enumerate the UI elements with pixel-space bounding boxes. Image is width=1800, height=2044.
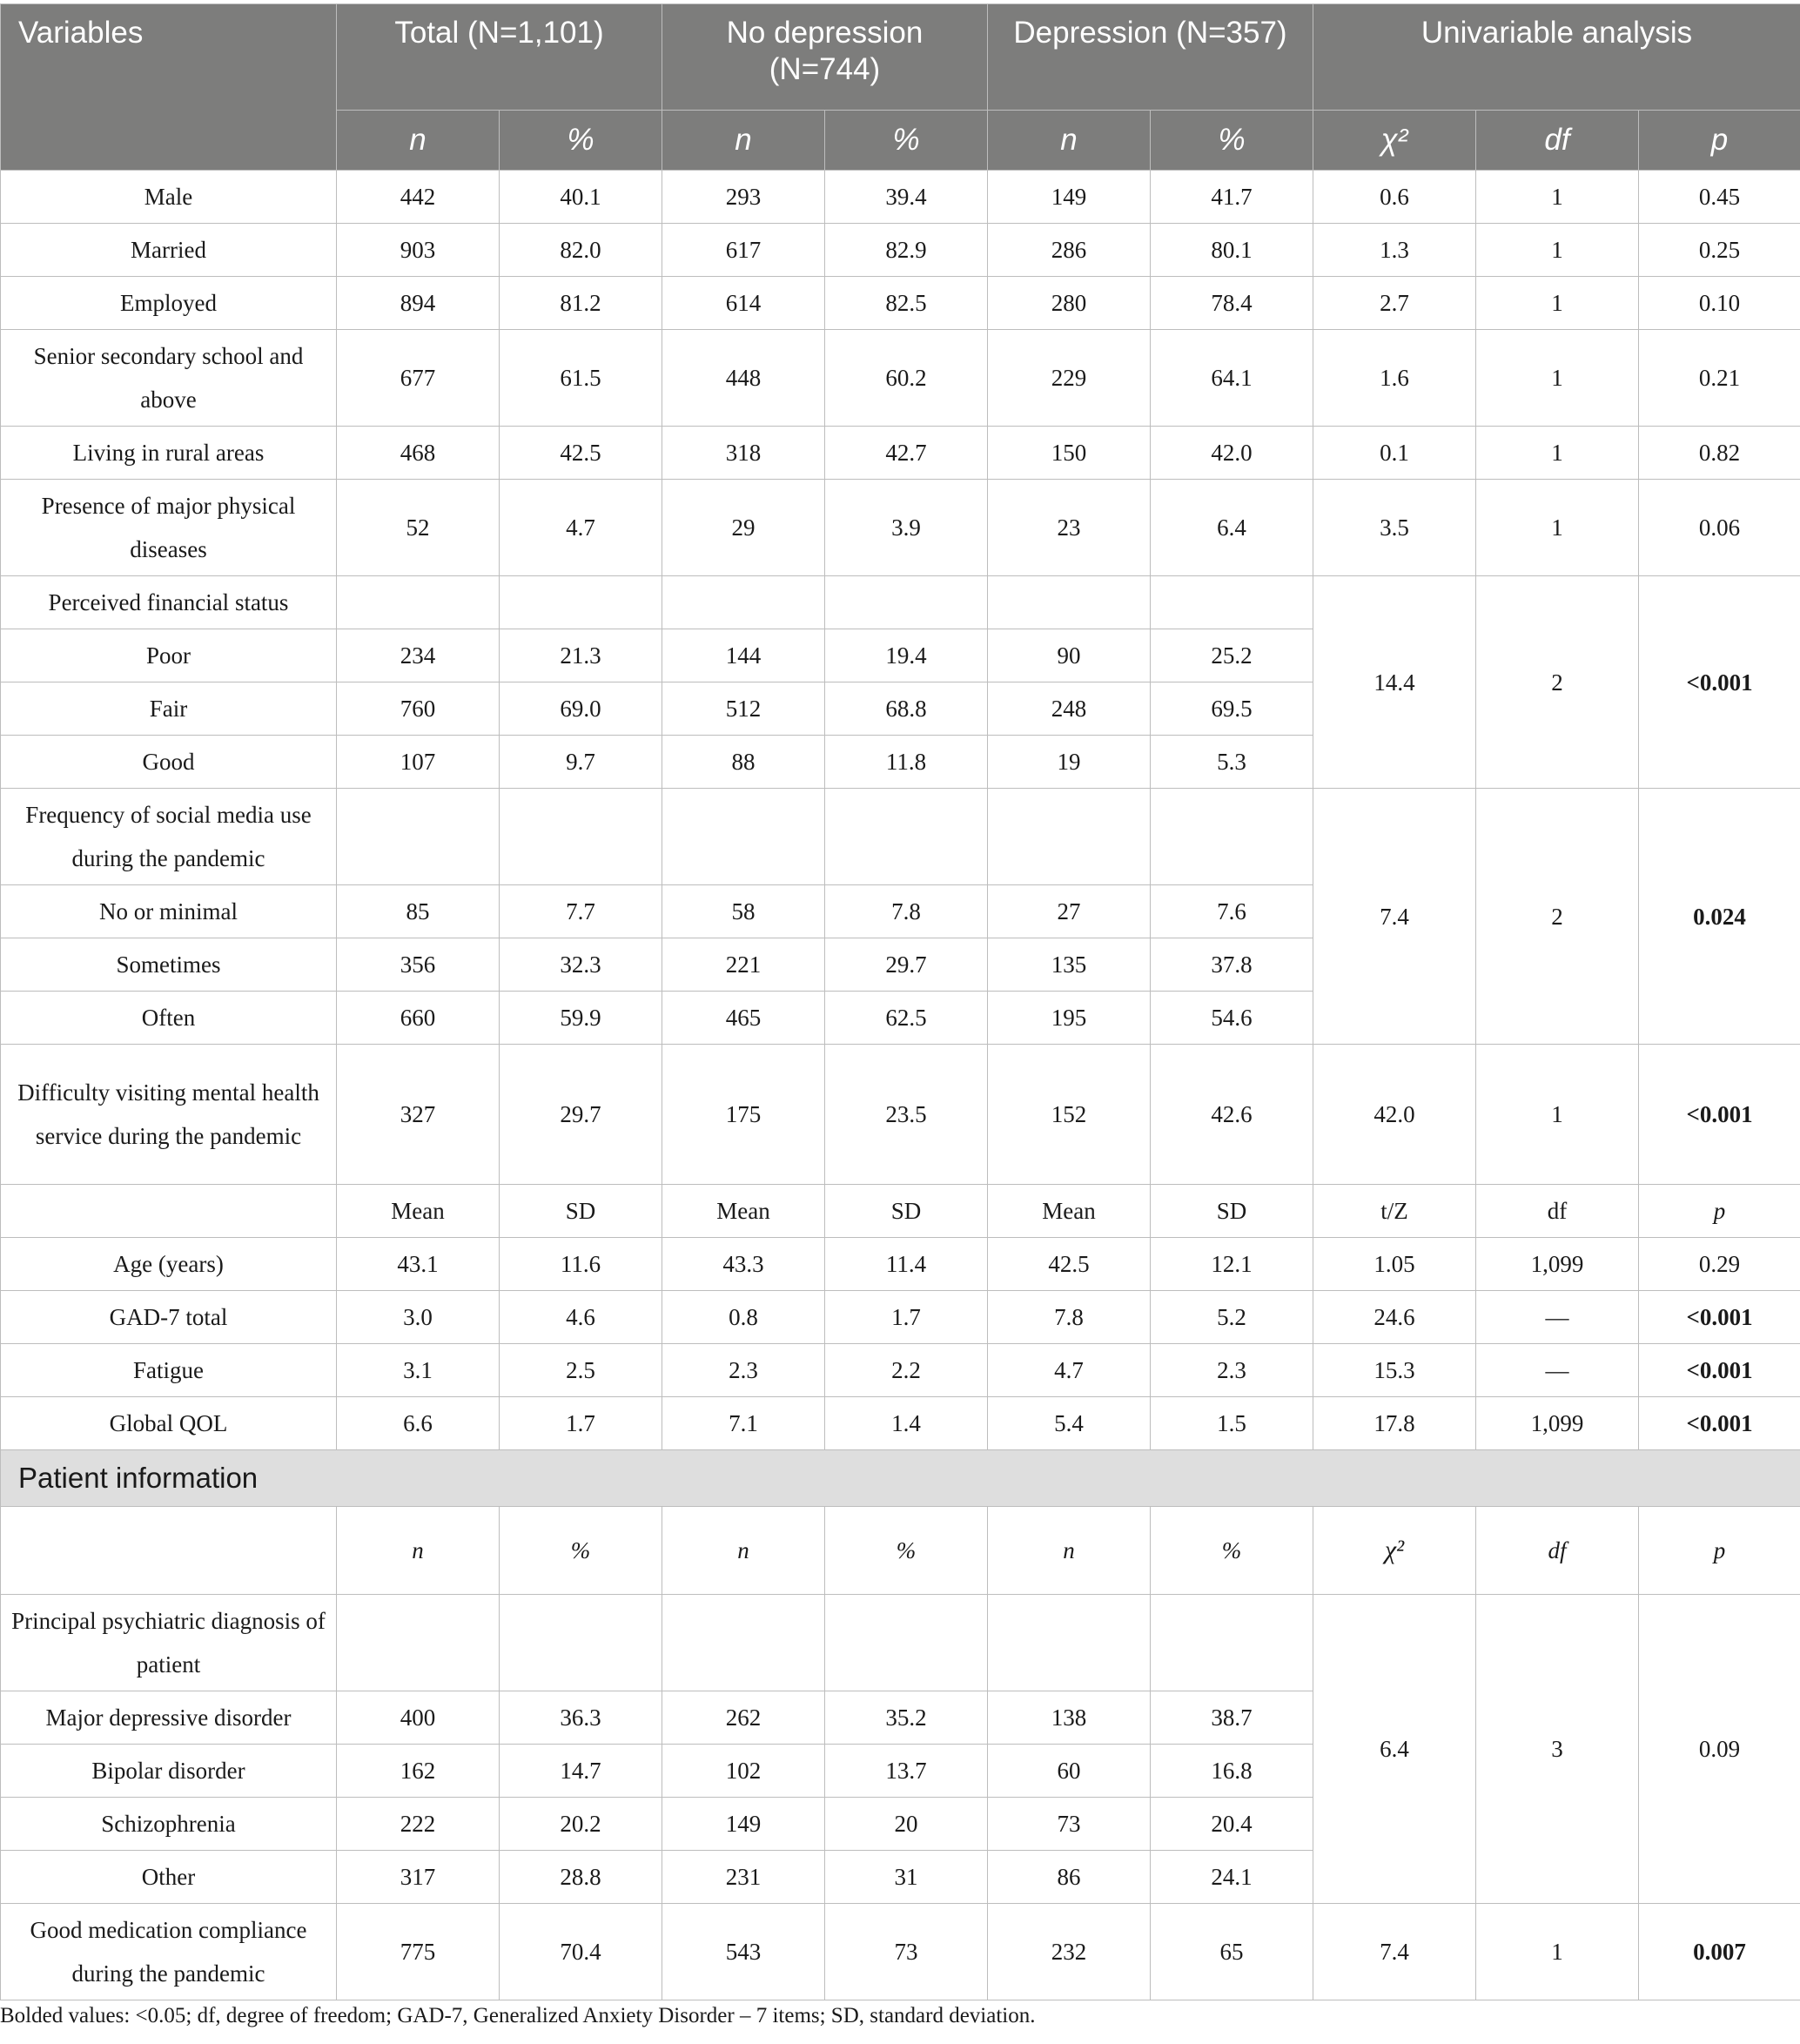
n-header: n [988,1507,1151,1595]
cell-value: 82.5 [825,277,988,330]
group-label: Frequency of social media use during the pandemic [1,789,337,885]
cell-value: 195 [988,992,1151,1045]
cell-value: 73 [825,1904,988,2000]
row-label: Male [1,171,337,224]
cell-value: 5.2 [1151,1291,1313,1344]
header-pct: % [825,111,988,171]
row-label: Employed [1,277,337,330]
cell-value: 37.8 [1151,938,1313,992]
cell-value: 11.4 [825,1238,988,1291]
cell-stat: 1.05 [1313,1238,1476,1291]
group-header-row [1,789,1800,885]
cell-value: 149 [988,171,1151,224]
cell-value: 16.8 [1151,1745,1313,1798]
group-label: Principal psychiatric diagnosis of patient [1,1595,337,1691]
cell-value: 7.8 [825,885,988,938]
sd-header: SD [1151,1185,1313,1238]
row-label: Age (years) [1,1238,337,1291]
cell-value: 0.8 [662,1291,825,1344]
cell-chi: 14.4 [1313,576,1476,789]
cell-value: 85 [337,885,500,938]
cell-value: 73 [988,1798,1151,1851]
sd-header: SD [825,1185,988,1238]
cell-value: 775 [337,1904,500,2000]
cell-value: 52 [337,480,500,576]
table-row [1,1344,1800,1397]
cell-value: 29.7 [825,938,988,992]
cell-df: 1,099 [1476,1397,1639,1450]
cell-df: — [1476,1291,1639,1344]
empty-cell [662,1595,825,1691]
cell-p: 0.007 [1639,1904,1800,2000]
cell-value: 28.8 [500,1851,662,1904]
empty-cell [1,1507,337,1595]
cell-value: 42.7 [825,427,988,480]
sub-row-label: Fair [1,682,337,736]
table-row [1,277,1800,330]
cell-value: 138 [988,1691,1151,1745]
header-n: n [988,111,1151,171]
cell-value: 152 [988,1045,1151,1185]
cell-value: 12.1 [1151,1238,1313,1291]
sub-row-label: Good [1,736,337,789]
cell-value: 13.7 [825,1745,988,1798]
cell-value: 234 [337,629,500,682]
cell-value: 60.2 [825,330,988,427]
cell-value: 6.4 [1151,480,1313,576]
cell-value: 229 [988,330,1151,427]
empty-cell [1151,789,1313,885]
cell-value: 107 [337,736,500,789]
n-header: n [662,1507,825,1595]
cell-value: 3.0 [337,1291,500,1344]
row-label: Good medication compliance during the pandemic [1,1904,337,2000]
empty-cell [825,789,988,885]
cell-value: 86 [988,1851,1151,1904]
cell-chi: 1.3 [1313,224,1476,277]
cell-value: 7.1 [662,1397,825,1450]
cell-value: 11.6 [500,1238,662,1291]
empty-cell [1,1185,337,1238]
cell-p: <0.001 [1639,1344,1800,1397]
cell-value: 5.3 [1151,736,1313,789]
cell-value: 543 [662,1904,825,2000]
cell-value: 2.3 [662,1344,825,1397]
cell-value: 327 [337,1045,500,1185]
sub-row-label: No or minimal [1,885,337,938]
cell-value: 69.5 [1151,682,1313,736]
cell-df: 1 [1476,224,1639,277]
mean-header: Mean [988,1185,1151,1238]
table-row [1,330,1800,427]
cell-value: 23 [988,480,1151,576]
cell-value: 144 [662,629,825,682]
cell-stat: 24.6 [1313,1291,1476,1344]
cell-value: 280 [988,277,1151,330]
cell-df: 1 [1476,1904,1639,2000]
sub-row-label: Bipolar disorder [1,1745,337,1798]
cell-df: 1 [1476,480,1639,576]
cell-p: 0.29 [1639,1238,1800,1291]
cell-df: 1 [1476,171,1639,224]
empty-cell [988,576,1151,629]
cell-value: 42.5 [988,1238,1151,1291]
cell-stat: 17.8 [1313,1397,1476,1450]
sub-row-label: Often [1,992,337,1045]
table-body [1,171,1800,2000]
cell-value: 162 [337,1745,500,1798]
table-row [1,1904,1800,2000]
sd-header: SD [500,1185,662,1238]
cell-chi: 42.0 [1313,1045,1476,1185]
cell-p: <0.001 [1639,576,1800,789]
cell-value: 318 [662,427,825,480]
cell-value: 903 [337,224,500,277]
cell-value: 1.5 [1151,1397,1313,1450]
cell-value: 20.2 [500,1798,662,1851]
df-header: df [1476,1185,1639,1238]
header-no-depression: No depression (N=744) [662,4,988,111]
cell-value: 11.8 [825,736,988,789]
cell-value: 1.7 [500,1397,662,1450]
row-label: GAD-7 total [1,1291,337,1344]
cell-value: 293 [662,171,825,224]
cell-chi: 7.4 [1313,789,1476,1045]
cell-value: 7.7 [500,885,662,938]
cell-value: 2.2 [825,1344,988,1397]
cell-value: 400 [337,1691,500,1745]
empty-cell [500,1595,662,1691]
cell-value: 222 [337,1798,500,1851]
empty-cell [825,1595,988,1691]
cell-value: 232 [988,1904,1151,2000]
sub-row-label: Schizophrenia [1,1798,337,1851]
cell-value: 80.1 [1151,224,1313,277]
cell-value: 677 [337,330,500,427]
cell-value: 9.7 [500,736,662,789]
section-title: Patient information [1,1450,1800,1507]
cell-df: 1 [1476,427,1639,480]
cell-value: 59.9 [500,992,662,1045]
table-row [1,1291,1800,1344]
cell-value: 4.7 [988,1344,1151,1397]
cell-value: 88 [662,736,825,789]
cell-chi: 0.6 [1313,171,1476,224]
cell-chi: 2.7 [1313,277,1476,330]
cell-value: 4.7 [500,480,662,576]
cell-p: 0.024 [1639,789,1800,1045]
cell-value: 41.7 [1151,171,1313,224]
cell-value: 29 [662,480,825,576]
cell-value: 3.1 [337,1344,500,1397]
cell-value: 7.6 [1151,885,1313,938]
empty-cell [500,576,662,629]
cell-value: 150 [988,427,1151,480]
cell-value: 19 [988,736,1151,789]
header-n: n [337,111,500,171]
cell-value: 29.7 [500,1045,662,1185]
group-header-row [1,1595,1800,1691]
cell-df: 1,099 [1476,1238,1639,1291]
cell-value: 40.1 [500,171,662,224]
empty-cell [662,576,825,629]
row-label: Married [1,224,337,277]
cell-value: 68.8 [825,682,988,736]
empty-cell [1151,576,1313,629]
group-header-row [1,576,1800,629]
table-row [1,224,1800,277]
cell-value: 6.6 [337,1397,500,1450]
cell-value: 1.7 [825,1291,988,1344]
cell-value: 42.6 [1151,1045,1313,1185]
sub-row-label: Other [1,1851,337,1904]
cell-value: 4.6 [500,1291,662,1344]
cell-value: 248 [988,682,1151,736]
empty-cell [1151,1595,1313,1691]
cell-value: 102 [662,1745,825,1798]
cell-value: 42.0 [1151,427,1313,480]
cell-value: 317 [337,1851,500,1904]
cell-df: 1 [1476,1045,1639,1185]
cell-p: 0.10 [1639,277,1800,330]
cell-value: 468 [337,427,500,480]
table-row [1,171,1800,224]
header-total: Total (N=1,101) [337,4,662,111]
cell-value: 39.4 [825,171,988,224]
cell-value: 442 [337,171,500,224]
cell-value: 62.5 [825,992,988,1045]
cell-value: 58 [662,885,825,938]
section-row [1,1450,1800,1507]
row-label: Global QOL [1,1397,337,1450]
header-chi2: χ² [1313,111,1476,171]
cell-value: 3.9 [825,480,988,576]
cell-chi: 7.4 [1313,1904,1476,2000]
cell-value: 90 [988,629,1151,682]
cell-value: 7.8 [988,1291,1151,1344]
cell-p: <0.001 [1639,1045,1800,1185]
cell-value: 65 [1151,1904,1313,2000]
row-label: Difficulty visiting mental health service during the pandemic [1,1045,337,1185]
df-header: df [1476,1507,1639,1595]
pct-header: % [825,1507,988,1595]
cell-value: 14.7 [500,1745,662,1798]
pct-header: % [500,1507,662,1595]
group-label: Perceived financial status [1,576,337,629]
cell-value: 25.2 [1151,629,1313,682]
empty-cell [337,789,500,885]
cell-df: 1 [1476,330,1639,427]
cell-chi: 0.1 [1313,427,1476,480]
cell-value: 221 [662,938,825,992]
empty-cell [337,1595,500,1691]
n-header: n [337,1507,500,1595]
cell-value: 70.4 [500,1904,662,2000]
patient-header-row [1,1507,1800,1595]
cell-p: 0.06 [1639,480,1800,576]
cell-value: 617 [662,224,825,277]
empty-cell [500,789,662,885]
cell-value: 60 [988,1745,1151,1798]
cell-value: 149 [662,1798,825,1851]
empty-cell [988,1595,1151,1691]
cell-value: 19.4 [825,629,988,682]
header-p: p [1639,111,1800,171]
cell-chi: 6.4 [1313,1595,1476,1904]
header-pct: % [1151,111,1313,171]
continuous-header-row [1,1185,1800,1238]
empty-cell [988,789,1151,885]
cell-value: 27 [988,885,1151,938]
cell-p: 0.45 [1639,171,1800,224]
cell-value: 135 [988,938,1151,992]
cell-value: 82.9 [825,224,988,277]
footnote: Bolded values: <0.05; df, degree of freedom; GAD-7, Generalized Anxiety Disorder – 7 items; SD, standard deviation. [0,2004,1036,2027]
mean-header: Mean [337,1185,500,1238]
cell-value: 43.3 [662,1238,825,1291]
header-pct: % [500,111,662,171]
mean-header: Mean [662,1185,825,1238]
p-header: p [1639,1185,1800,1238]
cell-chi: 1.6 [1313,330,1476,427]
sub-row-label: Sometimes [1,938,337,992]
header-depression: Depression (N=357) [988,4,1313,111]
cell-value: 32.3 [500,938,662,992]
cell-value: 262 [662,1691,825,1745]
tz-header: t/Z [1313,1185,1476,1238]
results-table [0,3,1800,2000]
cell-value: 175 [662,1045,825,1185]
cell-df: 2 [1476,789,1639,1045]
cell-p: <0.001 [1639,1291,1800,1344]
cell-df: 1 [1476,277,1639,330]
cell-value: 760 [337,682,500,736]
cell-value: 38.7 [1151,1691,1313,1745]
table-row [1,1238,1800,1291]
cell-value: 69.0 [500,682,662,736]
cell-value: 36.3 [500,1691,662,1745]
cell-value: 64.1 [1151,330,1313,427]
table-row [1,480,1800,576]
cell-p: 0.21 [1639,330,1800,427]
cell-df: 3 [1476,1595,1639,1904]
table-row [1,1397,1800,1450]
cell-value: 20 [825,1798,988,1851]
cell-value: 448 [662,330,825,427]
cell-value: 465 [662,992,825,1045]
empty-cell [662,789,825,885]
cell-value: 5.4 [988,1397,1151,1450]
cell-value: 286 [988,224,1151,277]
cell-value: 31 [825,1851,988,1904]
cell-value: 61.5 [500,330,662,427]
row-label: Presence of major physical diseases [1,480,337,576]
cell-value: 35.2 [825,1691,988,1745]
sub-row-label: Major depressive disorder [1,1691,337,1745]
cell-value: 1.4 [825,1397,988,1450]
empty-cell [825,576,988,629]
cell-value: 81.2 [500,277,662,330]
cell-df: 2 [1476,576,1639,789]
cell-value: 43.1 [337,1238,500,1291]
table-row [1,427,1800,480]
cell-value: 512 [662,682,825,736]
row-label: Senior secondary school and above [1,330,337,427]
cell-df: — [1476,1344,1639,1397]
cell-value: 21.3 [500,629,662,682]
cell-p: <0.001 [1639,1397,1800,1450]
sub-row-label: Poor [1,629,337,682]
cell-value: 660 [337,992,500,1045]
cell-value: 2.3 [1151,1344,1313,1397]
cell-value: 42.5 [500,427,662,480]
header-df: df [1476,111,1639,171]
cell-value: 231 [662,1851,825,1904]
cell-value: 614 [662,277,825,330]
cell-stat: 15.3 [1313,1344,1476,1397]
cell-p: 0.82 [1639,427,1800,480]
cell-p: 0.25 [1639,224,1800,277]
cell-value: 23.5 [825,1045,988,1185]
cell-chi: 3.5 [1313,480,1476,576]
header-n: n [662,111,825,171]
cell-value: 82.0 [500,224,662,277]
cell-value: 2.5 [500,1344,662,1397]
cell-value: 894 [337,277,500,330]
p-header: p [1639,1507,1800,1595]
table-row [1,1045,1800,1185]
empty-cell [337,576,500,629]
cell-value: 356 [337,938,500,992]
chi2-header: χ² [1313,1507,1476,1595]
row-label: Fatigue [1,1344,337,1397]
pct-header: % [1151,1507,1313,1595]
header-variables: Variables [1,4,337,171]
cell-value: 24.1 [1151,1851,1313,1904]
cell-value: 20.4 [1151,1798,1313,1851]
header-univariable: Univariable analysis [1313,4,1800,111]
cell-value: 54.6 [1151,992,1313,1045]
cell-value: 78.4 [1151,277,1313,330]
row-label: Living in rural areas [1,427,337,480]
cell-p: 0.09 [1639,1595,1800,1904]
